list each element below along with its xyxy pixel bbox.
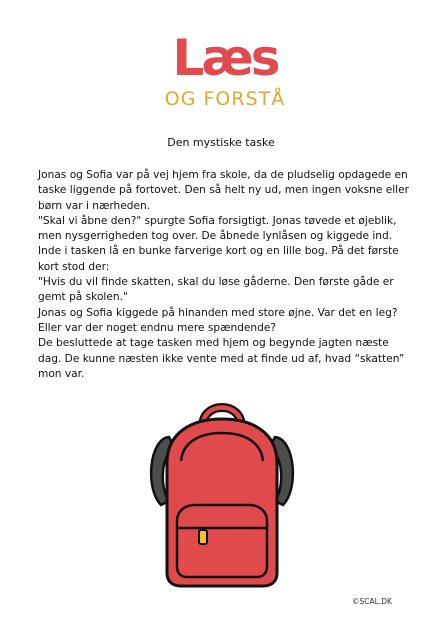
story-line: mon var. [38, 367, 85, 380]
copyright-notice: ©SCAL.DK [352, 597, 392, 606]
story-line: dag. De kunne næsten ikke vente med at finde ud af, hvad “skatten” [38, 352, 405, 365]
story-line: kort stod der: [38, 260, 110, 273]
story-line: men nysgerrigheden tog over. De åbnede lynlåsen og kiggede ind. [38, 230, 393, 243]
story-line: De besluttede at tage tasken med hjem og begynde jagten næste [38, 337, 389, 350]
story-line: Jonas og Sofia var på vej hjem fra skole, da de pludselig opdagede en [38, 169, 408, 181]
backpack-illustration [147, 397, 297, 589]
logo [150, 29, 300, 122]
logo-tagline: OG FORSTÅ [164, 88, 286, 110]
story-line: "Hvis du vil finde skatten, skal du løse gåderne. Den første gåde er [38, 276, 394, 289]
logo-wordmark: Læs [172, 29, 278, 87]
story-title: Den mystiske taske [167, 136, 275, 149]
story-line: børn var i nærheden. [38, 199, 151, 212]
story-line: "Skal vi åbne den?" spurgte Sofia forsigtigt. Jonas tøvede et øjeblik, [38, 214, 397, 227]
story-line: Jonas og Sofia kiggede på hinanden med store øjne. Var det en leg? [38, 306, 398, 319]
story-text [38, 168, 418, 382]
story-line: Eller var der noget endnu mere spændende? [38, 321, 277, 334]
story-line: Inde i tasken lå en bunke farverige kort og en lille bog. På det første [38, 245, 399, 258]
story-line: taske liggende på fortovet. Den så helt ny ud, men ingen voksne eller [38, 184, 409, 197]
story-line: gemt på skolen." [38, 291, 128, 304]
